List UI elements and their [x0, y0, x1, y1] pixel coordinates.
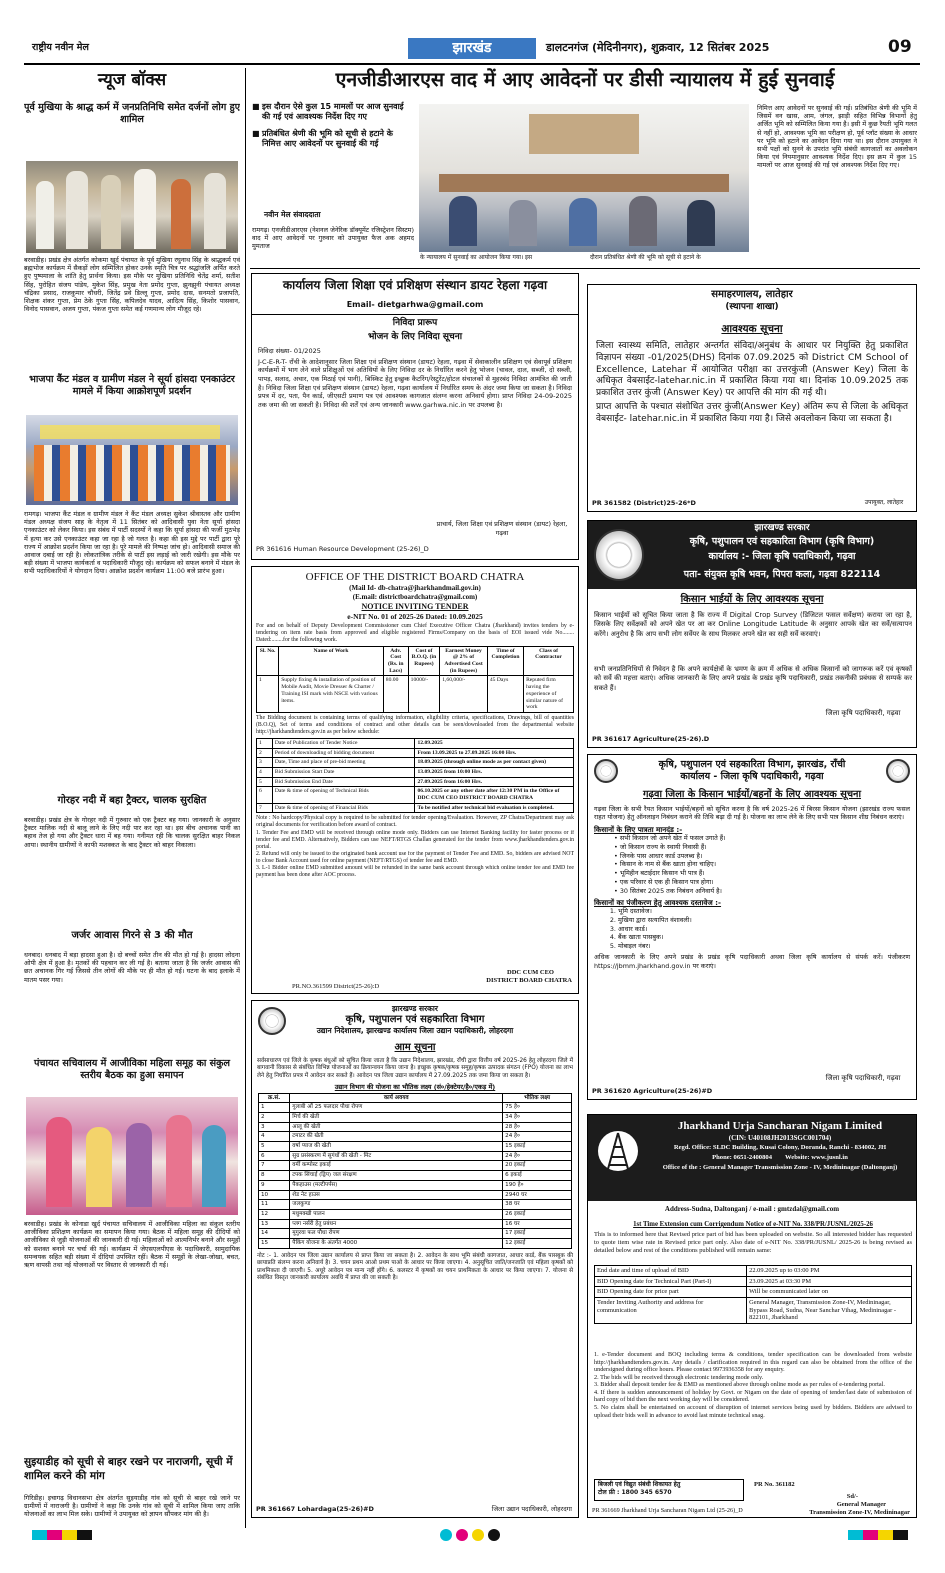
diet-pr: PR 361616 Human Resource Development (25-26)_D: [256, 544, 429, 553]
list-item: 3. आधार कार्ड।: [618, 925, 910, 934]
masthead: [24, 36, 920, 62]
column-rule-left: [245, 68, 246, 1528]
table-row: 6 Date & time of opening of Technical Bids 06.10.2025 or any other date after 12:30 PM in the Office of DDC CUM CEO DISTRICT BOARD CHATRA: [257, 787, 574, 803]
lead-photo: [419, 104, 749, 252]
list-item: 1. भूमि दस्तावेज।: [618, 907, 910, 916]
table-row: 11 जलकुण्ड 38 घर: [259, 1200, 572, 1210]
list-item: • एक परिवार से एक ही किसान पात्र होगा।: [614, 878, 910, 887]
story4-body: धनबाद। धनबाद में बड़ा हादसा हुआ है। दो बच्चों समेत तीन की मौत हो गई है। हादसा लोदना ओपी क्षेत्र में हुआ है। मृतकों की पहचान कर ली गई है। बताया जाता है कि जर्जर आवास की छत अचानक गिर गई जिससे तीन लोगों की मौके पर ही मौत हो गई। घटना के बाद इलाके में मातम पसर गया।: [24, 951, 240, 984]
chatra-title: OFFICE OF THE DISTRICT BOARD CHATRA: [305, 571, 525, 583]
story5-photo: [26, 1097, 238, 1215]
jharkhand-emblem-icon: [594, 759, 618, 783]
lohardaga-notes: नोट :- 1. आवेदन पत्र जिला उद्यान कार्यालय से प्राप्त किया जा सकता है। 2. आवेदन के साथ भूमि संबंधी कागजात, आधार कार्ड, बैंक पासबुक की छायाप्रति संलग्न करना अनिवार्य है। 3. चयन प्रथम आओ प्रथम पाओ के आधार पर किया जाएगा। 4. अनुसूचित जाति/जनजाति एवं महिला कृषकों को प्राथमिकता दी जाएगी। 5. अधूरे आवेदन पत्र मान्य नहीं होंगे। 6. कलस्टर में कृषकों का चयन प्राथमिकता के आधार पर किया जाएगा। 7. योजना से संबंधित विस्तृत जानकारी कार्यालय अवधि में प्राप्त की जा सकती है।: [257, 1252, 573, 1282]
agri2-elig-title: किसानों के लिए पात्रता मानदंड :-: [594, 824, 683, 834]
diet-sub1: निविदा प्रारूप: [392, 318, 438, 329]
lead-byline: नवीन मेल संवाददाता: [264, 210, 321, 219]
jharkhand-emblem-icon: [594, 529, 644, 581]
latehar-body: जिला स्वास्थ्य समिति, लातेहार अन्तर्गत संविदा/अनुबंध के आधार पर नियुक्ति हेतु प्रकाशित विज्ञापन संख्या -01/2025(DHS) दिनांक 07.09.2025 को District CM School of Excellence, Latehar में आयोजित परीक्षा का उत्तरकुंजी (Answer Key) जिला के अधिकृत वेबसाईट-latehar.nic.in में प्रकाशित किया गया था। दिनांक 10.09.2025 तक प्रकाशित उत्तर कुंजी (Answer Key) पर आपत्ति की मांग की गई थी।: [596, 340, 908, 399]
chatra-term-2: 2. Refund will only be issued to the originated bank account use for the payment of Tender Fee and EMD. So, bidders are advised NOT to close Bank Account used for online payment (NEFT/RTGS) of tender fee and EMD.: [256, 851, 574, 865]
jusnl-sign-3: Transmission Zone-IV, Medininagar: [809, 1509, 910, 1516]
latehar-sub: (स्थापना शाखा): [725, 301, 779, 312]
agri2-elig-list: [588, 834, 916, 896]
jusnl-office: Office of the : General Manager Transmission Zone - IV, Medininagar (Daltonganj): [662, 1164, 898, 1171]
jusnl-sign-1: Sd/-: [846, 1493, 858, 1500]
agri2-pr: PR 361620 Agriculture(25-26)#D: [592, 1086, 713, 1095]
lohardaga-dept: कृषि, पशुपालन एवं सहकारिता विभाग: [345, 1013, 485, 1025]
diet-ref: निविदा संख्या- 01/2025: [258, 347, 321, 356]
lohardaga-govt: झारखण्ड सरकार: [392, 1004, 438, 1013]
chatra-sign-2: DISTRICT BOARD CHATRA: [486, 976, 572, 984]
ad-chatra: [251, 566, 579, 994]
agriculture-logo-icon: [886, 759, 910, 783]
lohardaga-body: सर्वसाधारण एवं जिले के कृषक बंधुओं को सूचित किया जाता है कि उद्यान निदेशालय, झारखंड, राँची द्वारा वित्तीय वर्ष 2025-26 हेतु लोहरदगा जिले में बागवानी विकास से संबंधित विभिन्न योजनाओं का क्रियान्वयन किया जाना है। इच्छुक कृषक/कृषक समूह/कृषक उत्पादक संगठन (FPO) योजना का लाभ लेने हेतु निर्धारित प्रपत्र में आवेदन कर सकते हैं। आवेदन पत्र जिला उद्यान कार्यालय में 27.09.2025 तक जमा किया जा सकता है।: [257, 1057, 573, 1079]
lead-caption-2: दौरान प्रतिबंधित श्रेणी की भूमि को सूची से हटाने के: [590, 254, 701, 261]
table-row: 5 Bid Submission End Date 27.09.2025 from 16:00 Hrs.: [257, 777, 574, 787]
lead-bullet-1: ■ इस दौरान ऐसे कुल 15 मामलों पर आज सुनवाई की गई एवं आवश्यक निर्देश दिए गए: [252, 102, 404, 122]
jusnl-helpline-number: टोल फ्री : 1800 345 6570: [598, 1488, 672, 1496]
table-row: 8 टपक सिंचाई (ड्रिप) जल संरक्षण 6 इकाई: [259, 1171, 572, 1181]
story3-body: बरवाडीह। प्रखंड क्षेत्र के गोरहर नदी में गुरुवार को एक ट्रैक्टर बह गया। जानकारी के अनुसार ट्रैक्टर मालिक नदी से बालू लाने के लिए नदी पार कर रहा था। इस बीच अचानक पानी का बहाव तेज हो गया और ट्रैक्टर धारा में बह गया। गनीमत रही कि चालक सुरक्षित बाहर निकल आया। स्थानीय ग्रामीणों ने काफी मशक्कत के बाद ट्रैक्टर को बाहर निकाला।: [24, 816, 240, 849]
jusnl-helpline-box: [594, 1479, 744, 1501]
list-item: 4. बैंक खाता पासबुक।: [618, 933, 910, 942]
ad-diet: [251, 273, 579, 560]
lohardaga-table-title: उद्यान विभाग की योजना का भौतिक लक्ष्य (सं०/हेक्टेयर/है०/एकड़ में): [334, 1083, 496, 1092]
lead-col3: निमित्त आए आवेदनों पर सुनवाई की गई। प्रतिबंधित श्रेणी की भूमि में जिसमें वन खास, आम, जंगल, झाड़ी सहित विभिन्न विभागों हेतु अर्जित भूमि को सम्मिलित किया गया है। इसी में कुछ रैयती भूमि गलत से नहीं हो, आवश्यक भूमि का परीक्षण हो, पूर्व प्लॉट संख्या के आधार पर भूमि को हटाने का आवेदन दिया गया था। इस दौरान उपायुक्त ने सभी पक्षों को सुनने के उपरांत भूमि संबंधी कागजातों का अवलोकन किया एवं नियमानुसार आवश्यक निर्देश दिए। इस क्रम में कुल 15 मामलों पर आज सुनवाई की गई एवं आवश्यक निर्देश दिए गए।: [757, 104, 917, 170]
dateline: डालटनगंज (मेदिनीनगर), शुक्रवार, 12 सितंबर 2025: [546, 41, 770, 54]
list-item: 5. मोबाइल नंबर।: [618, 942, 910, 951]
jusnl-regd: Regd. Office: SLDC Building, Kusai Colony, Doranda, Ranchi - 834002, JH: [673, 1144, 887, 1151]
agri2-body2: अधिक जानकारी के लिए अपने प्रखंड के प्रखंड कृषि पदाधिकारी अथवा जिला कृषि कार्यालय से संपर्क करें। पंजीकरण https://jbmm.jharkhand.gov.in पर कराएं।: [594, 953, 910, 970]
table-row: 14 मुगुरवा फल पौधा रोपण 17 इकाई: [259, 1229, 572, 1239]
agri1-sign: जिला कृषि पदाधिकारी, गढ़वा: [825, 709, 901, 717]
jusnl-note-3: 3. Bidder shall deposit tender fee & EMD as mentioned above through online mode as per rules of e-tendering portal.: [594, 1381, 885, 1389]
paper-name: राष्ट्रीय नवीन मेल: [32, 42, 89, 53]
table-row: 2 मिर्च की खेती 34 हे०: [259, 1112, 572, 1122]
agri1-dept: कृषि, पशुपालन एवं सहकारिता विभाग (कृषि विभाग): [689, 536, 875, 547]
chatra-nitno: e-NIT No. 01 of 2025-26 Dated: 10.09.2025: [347, 612, 483, 622]
jusnl-notes: [594, 1351, 912, 1419]
masthead-rule: [24, 63, 920, 65]
jusnl-addr: Address-Sudna, Daltonganj / e-mail : gmtzdal@gmail.com: [664, 1205, 840, 1213]
color-dots-center: [440, 1528, 504, 1542]
table-row: 6 सुग्र प्रसंस्करण में सुगंधों की खेती - मिंट 24 हे०: [259, 1151, 572, 1161]
chatra-sign-1: DDC CUM CEO: [507, 968, 554, 976]
table-row: BID Opening date for price part Will be communicated later on: [595, 1287, 912, 1298]
table-row: 9 पैकहाउस (मल्टीपर्पस) 190 हे०: [259, 1180, 572, 1190]
lohardaga-target-table: [258, 1093, 572, 1249]
agri2-doc-title: किसानों का पंजीकरण हेतु आवश्यक दस्तावेज :-: [594, 897, 722, 907]
jusnl-note-2: 2. The bids will be received through electronic tendering mode only.: [594, 1373, 764, 1381]
chatra-work-header: Sl. No. Name of Work Adv. Cost (Rs. in Lacs) Cost of B.O.Q. (in Rupees) Earnest Money @ 2% of Advertised Cost (in Rupees) Time of Completion Class of Contractor: [257, 646, 574, 676]
agri2-dept: कृषि, पशुपालन एवं सहकारिता विभाग, झारखंड, राँची: [658, 759, 846, 770]
chatra-note: Note : No hardcopy/Physical copy is required to be submitted for tender opening/Evaluation. However, ZP Chatra/Department may ask original documents for verification before award of contract.: [256, 815, 574, 829]
list-item: • भूमिहीन बटाईदार किसान भी पात्र हैं।: [614, 869, 910, 878]
story3-headline: गोरहर नदी में बहा ट्रैक्टर, चालक सुरक्षित: [57, 795, 207, 806]
agri1-govt: झारखण्ड सरकार: [754, 523, 810, 533]
chatra-criteria: The Bidding document is containing terms of qualifying information, eligibility criteria, specifications, Drawings, bill of quantities (B.O.Q), Set of terms and conditions of contract and other details can be seen/downloaded from the departmental website http://jharkhandtenders.gov.in as per below schedule:: [256, 715, 574, 735]
jusnl-prno: PR No. 361182: [754, 1481, 795, 1488]
ad-agri-garhwa-2: [587, 754, 917, 1100]
latehar-sign: उपायुक्त, लातेहार: [864, 499, 904, 507]
table-row: BID Opening date for Technical Part (Part-I) 23.09.2025 at 03:30 PM: [595, 1276, 912, 1287]
jusnl-pr: PR 361669 Jharkhand Urja Sancharan Nigam Ltd (25-26)_D: [592, 1507, 743, 1514]
agri2-doc-list: [588, 907, 916, 951]
table-row: 4 टमाटर की खेती 24 हे०: [259, 1132, 572, 1142]
chatra-term-1: 1. Tender Fee and EMD will be received through online mode only. Bidders can use Internet Banking facility for faster process or if tender fee and EMD. Alternatively, Bidders can use NEFT/RTGS Challan generated for the tender from www.jharkhandtenders.gov.in portal.: [256, 830, 574, 851]
table-row: 12 मधुमक्खी पालन 26 इकाई: [259, 1210, 572, 1220]
lohardaga-sign: जिला उद्यान पदाधिकारी, लोहरदगा: [491, 1504, 572, 1513]
list-item: • किसान के नाम से बैंक खाता होना चाहिए।: [614, 860, 910, 869]
lead-headline: एनजीडीआरएस वाद में आए आवेदनों पर डीसी न्यायालय में हुई सुनवाई: [335, 68, 835, 91]
story1-body: बरवाडीह। प्रखंड क्षेत्र अंतर्गत कोकमा खुर्द पंचायत के पूर्व मुखिया रघुनाथ सिंह के श्राद्धकर्म एवं ब्रह्मभोज कार्यक्रम में सैकड़ों लोग सम्मिलित होकर उनके स्मृति चित्र पर श्रद्धांजलि अर्पित करते हुए पुष्पमाला के शांति हेतु प्रार्थना किया। इस मौके पर मुखिया प्रतिनिधि चेतेंद्र शर्मा, सतीश सिंह, पुरोहित संजय पांडेय, मुकेश सिंह, प्रमुख नेता प्रमोद गुप्ता, झुनझुनी पंचायत अध्यक्ष चंद्रिका प्रसाद, राजकुमार चौधरी, जितेंद्र प्रवे डिल्लू गुप्ता, प्रमोद दास, सनमतो प्रजापति, शिक्षक शंकर गुप्ता, प्रेम ठेके गुप्ता सिंह, कपिलदेव यादव, आदित्य सिंह, किशोर पासवान, विनोद पासवान, अजय गुप्ता, पंकज गुप्ता समेत कई गणमान्य लोग मौजूद रहे।: [24, 256, 240, 314]
latehar-body2: प्राप्त आपत्ति के पश्चात संशोधित उत्तर कुंजी(Answer Key) अंतिम रूप से जिला के अधिकृत वेबसाईट- latehar.nic.in में प्रकाशित किया गया है। जिसे अवलोकन किया जा सकता है।: [596, 402, 908, 424]
chatra-pr: PR.NO.361599 District(25-26):D: [292, 982, 380, 990]
jusnl-note-5: 5. No claim shall be entertained on account of disruption of internet services being used by bidders. Bidders are advised to upload their bids well in advance to avoid last minute technical snag.: [594, 1403, 912, 1419]
story2-headline: भाजपा कैंट मंडल व ग्रामीण मंडल ने सूर्या हांसदा एनकाउंटर मामले में किया आक्रोशपूर्ण प्रदर्शन: [29, 374, 235, 398]
jusnl-tower-icon: [596, 1125, 640, 1181]
agri1-notice: किसान भाईयों के लिए आवश्यक सूचना: [680, 594, 824, 605]
list-item: 2. मुखिया द्वारा सत्यापित वंशावली।: [618, 916, 910, 925]
jusnl-helpline: बिजली एवं विद्युत संबंधी शिकायत हेतु: [598, 1481, 681, 1488]
agri2-sign: जिला कृषि पदाधिकारी, गढ़वा: [825, 1074, 901, 1083]
agri1-pr: PR 361617 Agriculture(25-26).D: [592, 734, 710, 743]
story1-headline: पूर्व मुखिया के श्राद्ध कर्म में जनप्रतिनिधि समेत दर्जनों लोग हुए शामिल: [24, 102, 240, 126]
table-row: Tender Inviting Authority and address for communication General Manager, Transmission Zone-IV, Medininagar, Bypass Road, Sudna, Near Sanchar Vihag, Medininagar - 822101, Jharkhand: [595, 1298, 912, 1324]
list-item: • 30 सितंबर 2025 तक निबंधन अनिवार्य है।: [614, 887, 910, 896]
story6-body: गिरिडीह। इचागढ़ विधानसभा क्षेत्र अंतर्गत सुइयाडीह गांव को सूची से बाहर रखे जाने पर ग्रामीणों में नाराजगी है। ग्रामीणों ने कहा कि उनके गांव को सूची में शामिल किया जाए ताकि योजनाओं का लाभ मिल सके। ग्रामीणों ने उपायुक्त को ज्ञापन सौंपकर मांग की है।: [24, 1494, 240, 1519]
table-row: 5 वर्षा प्याज की खेती 15 इकाई: [259, 1142, 572, 1152]
diet-sign: प्राचार्य, जिला शिक्षा एवं प्रशिक्षण संस्थान (डायट) रेहला, गढ़वा: [436, 520, 568, 537]
footer-registration-marks: [24, 1528, 920, 1542]
jusnl-heading: 1st Time Extension cum Corrigendum Notice of e-NIT No. 338/PR/JUSNL/2025-26: [633, 1221, 873, 1228]
ad-lohardaga: [251, 1000, 579, 1518]
lead-body: रामगढ़। एनजीडीआरएस (नेशनल जेनेरिक डॉक्यूमेंट रजिस्ट्रेशन सिस्टम) वाद में आए आवेदनों पर गुरुवार को उपायुक्त फैज अक अहमद मुमताज: [252, 226, 414, 251]
color-swatch-right: [848, 1530, 908, 1540]
diet-title: कार्यालय जिला शिक्षा एवं प्रशिक्षण संस्थान डायट रेहला गढ़वा: [282, 278, 548, 292]
story5-headline: पंचायत सचिवालय में आजीविका महिला समूह का संकुल स्तरीय बैठक का हुआ समापन: [33, 1058, 231, 1082]
jusnl-note-1: 1. e-Tender document and BOQ including terms & conditions, tender specification can be downloaded from website http://jharkhandtenders.gov.in. Any details / clarification required in this regard can also be obtained from the office of the undersigned during office hours. Please contact 9973936358 for any enquiry.: [594, 1351, 912, 1374]
story6-headline: सुइयाडीह को सूची से बाहर रखने पर नाराजगी, सूची में शामिल करने की मांग: [24, 1456, 233, 1482]
ad-agri-garhwa-1: [587, 520, 917, 748]
table-row: End date and time of upload of BID 22.09.2025 up to 03:00 PM: [595, 1266, 912, 1277]
diet-sub2: भोजन के लिए निविदा सूचना: [367, 331, 463, 342]
jusnl-title: Jharkhand Urja Sancharan Nigam Limited: [677, 1120, 883, 1132]
page-number: 09: [888, 37, 912, 57]
jusnl-intro: This is to informed here that Revised price part of bid has been uploaded on website. So all interested bidder has requested to quote item wise rate in Revised price part only. Also date of e-NIT No. 338/PR/JUSNL/ 2025-26 is being revised as detailed below and rest of the conditions published will remain same:: [594, 1231, 912, 1254]
story5-body: बरवाडीह। प्रखंड के कोनाडा खुर्द पंचायत सचिवालय में आजीविका महिला का संकुल स्तरीय आजीविका प्रशिक्षण कार्यक्रम का समापन किया गया। बैठक में महिला समूह की दीदियों को आजीविका से जुड़ी योजनाओं की जानकारी दी गई। महिलाओं को आत्मनिर्भर बनाने और समूहों को सशक्त बनाने पर चर्चा की गई। कार्यक्रम में जेएसएलपीएस के पदाधिकारी, सामुदायिक समन्वयक सहित बड़ी संख्या में दीदियां उपस्थित रहीं। बैठक में समूहों के लेखा-जोखा, बचत, ऋण वापसी तथा नई योजनाओं पर विस्तार से जानकारी दी गई।: [24, 1220, 240, 1269]
story4-headline: जर्जर आवास गिरने से 3 की मौत: [71, 930, 193, 941]
story1-photo: [26, 161, 238, 253]
list-item: • जिनके पास आधार कार्ड उपलब्ध है।: [614, 852, 910, 861]
chatra-nit: NOTICE INVITING TENDER: [361, 601, 469, 611]
news-box: [24, 68, 240, 1528]
lead-bottom-rule: [250, 268, 920, 269]
table-row: 1 गुलाबी ओं 25 फलदार पौधा रोपण 75 हे०: [259, 1103, 572, 1113]
agri1-office: कार्यालय :- जिला कृषि पदाधिकारी, गढ़वा: [708, 551, 856, 562]
jharkhand-emblem-icon: [258, 1007, 286, 1035]
ad-jusnl: [587, 1114, 917, 1518]
lohardaga-office: उद्यान निदेशालय, झारखण्ड कार्यालय जिला उद्यान पदाधिकारी, लोहरदगा: [316, 1026, 514, 1036]
table-row: 7 वर्मी कम्पोस्ट इकाई 20 इकाई: [259, 1161, 572, 1171]
table-header: क्र.सं. कार्य अवयव भौतिक लक्ष्य: [259, 1093, 572, 1103]
jusnl-note-4: 4. If there is sudden announcement of holiday by Govt. or Nigam on the date of opening of tender/last date of submission of hard copy of bid then the next working day will be considered.: [594, 1388, 912, 1404]
latehar-pr: PR 361582 (District)25-26*D: [592, 498, 696, 507]
diet-body: J-C-E-R-T- राँची के आदेशानुसार जिला शिक्षा एवं प्रशिक्षण संस्थान (डायट) रेहला, गढ़वा में सेवाकालीन प्रशिक्षण एवं सेवापूर्व प्रशिक्षण कार्यक्रमों में भाग लेने वाले प्रशिक्षुओं एवं अतिथियों के लिए निविदा दर के निर्धारित करने हेतु भोजन (चावल, दाल, सब्जी, दो सब्जी, पापड़, सलाद, अचार, एक मिठाई एवं पानी), बिस्किट हेतु इच्छुक कैटरिंग/रेस्टुरेंट/होटल संचालकों से मुहरबंद निविदा आमंत्रित की जाती है। निविदा जिला शिक्षा एवं प्रशिक्षण संस्थान (डायट) रेहला, गढ़वा कार्यालय में निर्धारित समय के अंदर जमा किया जा सकता है। निविदा प्रपत्र में दर, पता, पैन कार्ड, जीएसटी प्रमाण पत्र एवं आवश्यक कागजात संलग्न करना अनिवार्य होगा। प्राप्त निविदा 24-09-2025 तक जमा की जा सकती है। निविदा की शर्तें एवं अन्य जानकारी www.garhwa.nic.in पर उपलब्ध है।: [258, 357, 572, 410]
lohardaga-pr: PR 361667 Lohardaga(25-26)#D: [256, 1504, 374, 1513]
agri1-addr: पता- संयुक्त कृषि भवन, पिपरा कला, गढ़वा 822114: [683, 569, 881, 580]
agri2-notice: गढ़वा जिला के किसान भाईयों/बहनों के लिए आवश्यक सूचना: [642, 789, 862, 801]
chatra-term-3: 3. L-1 Bidder online EMD submitted amount will be refunded in the same bank account through which online tender fee and EMD fee payment has been done after AOC process.: [256, 865, 574, 879]
table-row: 15 पैकिंग योजना के अंतर्गत 4000 12 इकाई: [259, 1239, 572, 1249]
color-swatch-left: [32, 1530, 92, 1540]
agri2-office: कार्यालय - जिला कृषि पदाधिकारी, गढ़वा: [680, 771, 824, 783]
table-row: 3 आलू की खेती 28 हे०: [259, 1122, 572, 1132]
story2-photo: [26, 415, 238, 505]
table-row: 3 Date, Time and place of pre-bid meeting 18.09.2025 (through online mode as per contact given): [257, 758, 574, 768]
table-row: 1 Date of Publication of Tender Notice 12.09.2025: [257, 738, 574, 748]
lead-bullet-2: ■ प्रतिबंधित श्रेणी की भूमि को सूची से हटाने के निमित्त आए आवेदनों पर सुनवाई की गई: [252, 128, 393, 149]
table-row: 4 Bid Submission Start Date 13.09.2025 from 10:00 Hrs.: [257, 767, 574, 777]
list-item: • जो किसान राज्य के स्थायी निवासी हैं।: [614, 843, 910, 852]
agri1-body2: सभी जनप्रतिनिधियों से निवेदन है कि अपने कार्यक्षेत्रों के भ्रमण के क्रम में अधिक से अधिक किसानों को जागरूक करें एवं कृषकों को सर्वे की महत्ता बताएं। अधिक जानकारी के लिए अपने प्रखंड के प्रखंड कृषि पदाधिकारी, प्रखंड तकनीकी प्रबंधक से सम्पर्क कर सकते हैं।: [594, 665, 912, 692]
table-row: 10 शेड नेट हाउस 2940 घर: [259, 1190, 572, 1200]
story2-body: रामगढ़। भाजपा कैंट मंडल व ग्रामीण मंडल ने कैंट मंडल अध्यक्ष सुकेश श्रीवास्तव और ग्रामीण मंडल अध्यक्ष संजय साह के नेतृत्व में 11 सितंबर को आदिवासी युवा नेता सूर्या हांसदा एनकाउंटर को लेकर किया। इस संबंध में पार्टी सदस्यों ने कहा कि सूर्या हांसदा की फर्जी मुठभेड़ में हत्या कर उसे एनकाउंटर कहा जा रहा है जो गलत है। कहा की इस मुद्दे पर पार्टी द्वारा पूरे राज्य में आक्रोश प्रदर्शन किया जा रहा है। पूरे मामले की निष्पक्ष जांच हो। आदिवासी समाज की आवाज दबाई जा रही है। लोकतांत्रिक तरीके से पार्टी इस लड़ाई को जारी रखेगी। इस मौके पर बड़ी संख्या में भाजपा कार्यकर्ता व पदाधिकारी मौजूद रहे। कार्यक्रम को सफल बनाने में मंडल के सभी पदाधिकारियों ने योगदान दिया। आक्रोश प्रदर्शन कार्यक्रम 11:00 बजे प्रारंभ हुआ।: [24, 510, 240, 576]
chatra-work-row: 1 Supply fixing & installation of position of Mobile Audit, Movie Dresser & Charter / Training ISI mark with NSCE with various items. 80.00 10000/- 1,60,000/- 45 Days Reputed firm having the experience of similar nature of work: [257, 676, 574, 713]
jusnl-cin: (CIN: U40108JH2013SGC001704): [728, 1134, 832, 1142]
chatra-intro: For and on behalf of Deputy Development Commissioner cum Chief Executive Officer Chatra (Jharkhand) invites tenders by e-tendering on item rate basis from approved and eligible registered Firms/Company on the basis of EOI issued vide No........ Dated:........for the following work.: [256, 622, 574, 643]
jusnl-phone: Phone: 0651-2400804 Website: www.jusnl.in: [712, 1154, 848, 1161]
table-row: 2 Period of downloading of bidding document From 13.09.2025 to 27.09.2025 16:00 Hrs.: [257, 748, 574, 758]
jusnl-sign-2: General Manager: [836, 1501, 886, 1508]
news-box-title: न्यूज बॉक्स: [97, 70, 167, 90]
latehar-notice: आवश्यक सूचना: [721, 323, 783, 336]
chatra-mail: (Mail Id- db-chatra@jharkhandmail.gov.in): [349, 584, 481, 593]
chatra-email: (E.mail: districtboardchatra@gmail.com): [352, 593, 478, 602]
lead-caption-1: के न्यायालय में सुनवाई का आयोजन किया गया। इस: [420, 254, 533, 261]
list-item: • सभी किसान जो अपने खेत में फसल उगाते हैं।: [614, 834, 910, 843]
agri1-body: किसान भाईयों को सूचित किया जाता है कि राज्य में Digital Crop Survey (डिजिटल फसल सर्वेक्षण) कराया जा रहा है, जिसके लिए सर्वेक्षकों को अपने खेत पर आ कर Online Longitude Latitude के अनुसार आपके खेत का सर्वे/सत्यापन करेंगे। अनुरोध है कि आप सभी लोग सर्वेयर के साथ मिलकर अपने खेत का सही सर्वे करवाएं।: [594, 611, 912, 638]
latehar-title: समाहरणालय, लातेहार: [711, 289, 793, 300]
chatra-work-table: [256, 646, 574, 713]
table-row: 7 Date & time of opening of Financial Bids To be notified after technical bid evaluation is completed.: [257, 803, 574, 813]
ad-latehar: [587, 284, 917, 512]
jusnl-dates-table: [594, 1265, 912, 1324]
section-tab: झारखंड: [408, 38, 536, 59]
lohardaga-notice: आम सूचना: [394, 1041, 436, 1053]
agri2-body: गढ़वा जिला के सभी रैयत किसान भाईयों/बहनों को सूचित करना है कि वर्ष 2025-26 में बिरसा किसान योजना (झारखंड राज्य फसल राहत योजना) हेतु ऑनलाइन निबंधन कराने की तिथि बढ़ा दी गई है। योजना का लाभ लेने के लिए सभी पात्र किसान शीघ्र निबंधन कराएं।: [594, 804, 910, 822]
table-row: 13 प्लग नर्सरी हेतु प्रबंधन 16 घर: [259, 1219, 572, 1229]
diet-email: Email- dietgarhwa@gmail.com: [346, 300, 484, 309]
lead-bullets: [252, 102, 414, 150]
chatra-schedule-table: [256, 738, 574, 814]
